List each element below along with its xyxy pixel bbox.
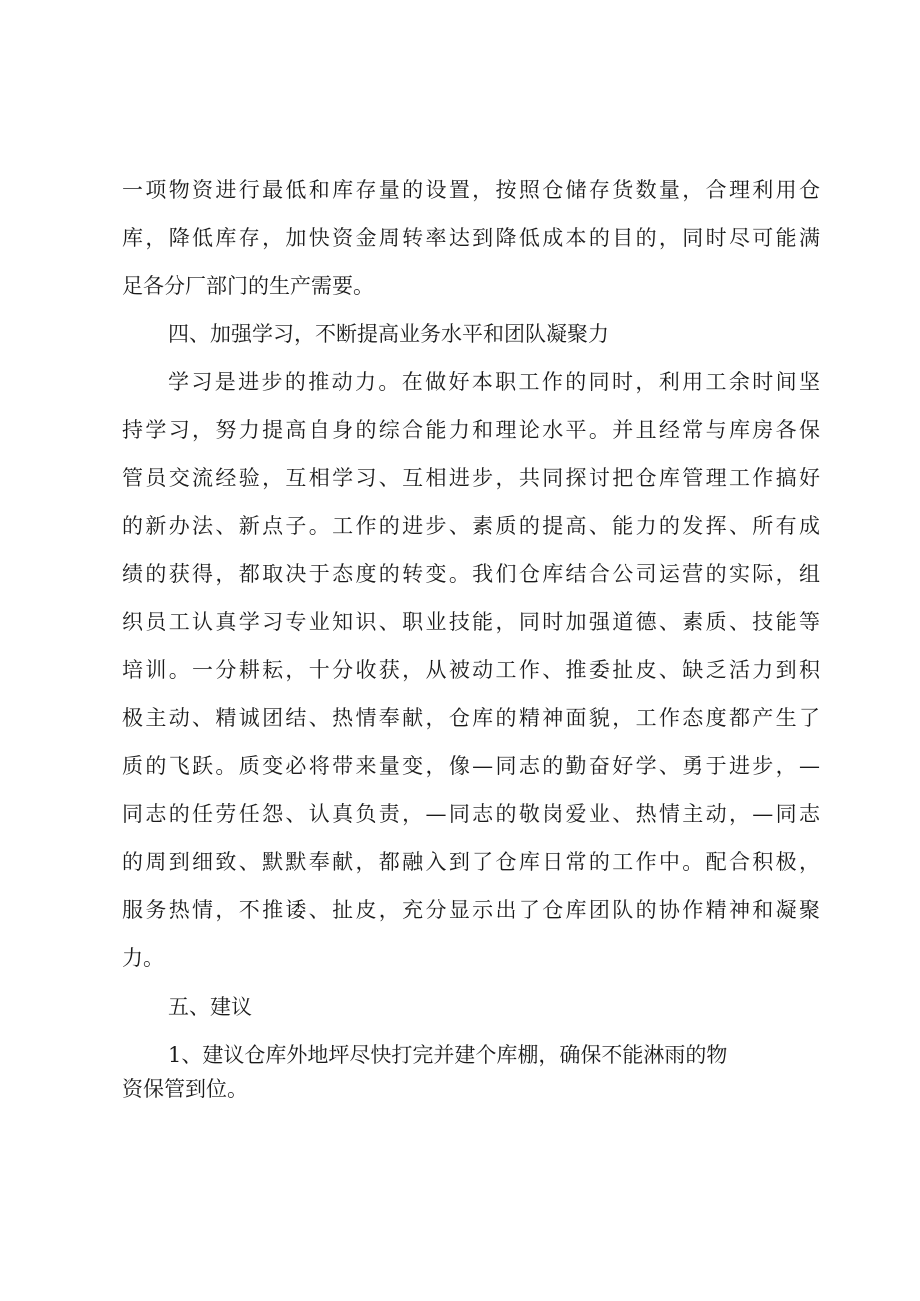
paragraph-line: 力。 (122, 946, 164, 970)
paragraph-line: 的新办法、新点子。工作的进步、素质的提高、能力的发挥、所有成 (122, 514, 820, 538)
paragraph-line: 一项物资进行最低和库存量的设置，按照仓储存货数量，合理利用仓 (122, 178, 820, 202)
paragraph-line: 学习是进步的推动力。在做好本职工作的同时，利用工余时间坚 (168, 370, 820, 394)
section-heading-4: 四、加强学习，不断提高业务水平和团队凝聚力 (168, 322, 609, 346)
paragraph-line: 1、建议仓库外地坪尽快打完并建个库棚，确保不能淋雨的物 (168, 1043, 728, 1067)
paragraph-line: 资保管到位。 (122, 1077, 248, 1101)
paragraph-line: 同志的任劳任怨、认真负责，—同志的敬岗爱业、热情主动，—同志 (122, 802, 820, 826)
paragraph-line: 极主动、精诚团结、热情奉献，仓库的精神面貌，工作态度都产生了 (122, 706, 820, 730)
paragraph-line: 服务热情，不推诿、扯皮，充分显示出了仓库团队的协作精神和凝聚 (122, 898, 820, 922)
paragraph-line: 库，降低库存，加快资金周转率达到降低成本的目的，同时尽可能满 (122, 226, 820, 250)
paragraph-line: 持学习，努力提高自身的综合能力和理论水平。并且经常与库房各保 (122, 418, 820, 442)
paragraph-line: 培训。一分耕耘，十分收获，从被动工作、推委扯皮、缺乏活力到积 (122, 658, 820, 682)
paragraph-line: 织员工认真学习专业知识、职业技能，同时加强道德、素质、技能等 (122, 610, 820, 634)
paragraph-line: 足各分厂部门的生产需要。 (122, 274, 374, 298)
paragraph-line: 质的飞跃。质变必将带来量变，像—同志的勤奋好学、勇于进步，— (122, 754, 820, 778)
paragraph-line: 的周到细致、默默奉献，都融入到了仓库日常的工作中。配合积极， (122, 850, 820, 874)
section-heading-5: 五、建议 (168, 995, 252, 1019)
paragraph-line: 管员交流经验，互相学习、互相进步，共同探讨把仓库管理工作搞好 (122, 466, 820, 490)
paragraph-line: 绩的获得，都取决于态度的转变。我们仓库结合公司运营的实际，组 (122, 562, 820, 586)
